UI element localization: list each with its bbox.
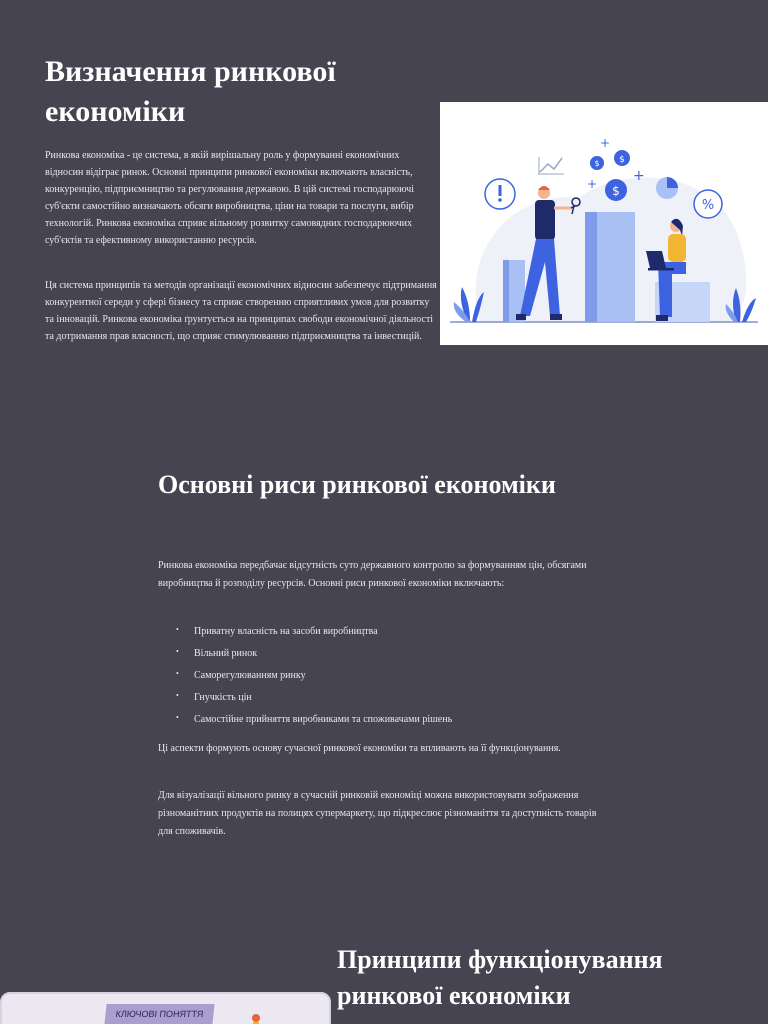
exclamation-icon [485,179,515,209]
section2-visual-note: Для візуалізації вільного ринку в сучасній ринковій економіці можна використовувати зображення різноманітних продуктів на полицях супермаркету, що підкреслює різноманіття та доступність товарів для споживачів. [158,790,597,837]
svg-text:+: + [587,177,598,191]
list-item: • Саморегулюванням ринку [176,665,596,687]
key-concepts-label: КЛЮЧОВІ ПОНЯТТЯ [103,1004,214,1024]
section1-title: Визначення ринкової економіки [45,55,336,128]
section3-title: Принципи функціонування ринкової економіки [337,945,663,1010]
bullet-icon: • [176,691,179,700]
market-economy-illustration [440,102,768,345]
percent-icon [694,190,722,218]
svg-text:$: $ [619,155,625,165]
bullet-icon: • [176,625,179,634]
features-list [176,621,596,731]
section2-intro: Ринкова економіка передбачає відсутність суто державного контролю за формуванням цін, обсягами виробництва й розподілу ресурсів. Основні риси ринкової економіки включають: [158,560,587,589]
key-concepts-image [0,992,331,1024]
svg-text:+: + [633,168,645,184]
svg-text:$: $ [612,184,620,198]
section1-paragraph2: Ця система принципів та методів організації економічних відносин забезпечує підтримання конкурентної середи у сфері бізнесу та сприяє створенню сприятливих умов для розвитку та інновацій. Ринкова економіка ґрунтується на принципах свободи економічної діяльності та дотримання прав власності, що сприяє стимулюванню підприємництва та інвестицій. [45,280,437,342]
bullet-icon: • [176,669,179,678]
list-item: • Самостійне прийняття виробниками та споживачами рішень [176,709,596,731]
trend-line-icon [538,157,564,174]
svg-text:$: $ [594,159,600,168]
bullet-icon: • [176,647,179,656]
svg-text:%: % [701,198,715,213]
list-item: • Вільний ринок [176,643,596,665]
section2-outro: Ці аспекти формують основу сучасної ринкової економіки та впливають на її функціонування. [158,743,561,754]
list-item: • Приватну власність на засоби виробництва [176,621,596,643]
section2-title: Основні риси ринкової економіки [158,470,556,499]
pie-chart-icon [656,177,678,199]
svg-text:+: + [600,136,611,150]
bullet-icon: • [176,713,179,722]
list-item: • Гнучкість цін [176,687,596,709]
section1-paragraph1: Ринкова економіка - це система, в якій вирішальну роль у формуванні економічних відносин відіграє ринок. Основні принципи ринкової економіки включають власність, конкуренцію, підприємництво та регулювання державою. В цій системі господарюючі суб'єкти самостійно визначають обсяги виробництва, ціни на товари та послуги, вибір технологій. Ринкова економіка сприяє вільному розвитку самовядних господарюючих суб'єктів та ефективному використанню ресурсів. [45,150,415,246]
